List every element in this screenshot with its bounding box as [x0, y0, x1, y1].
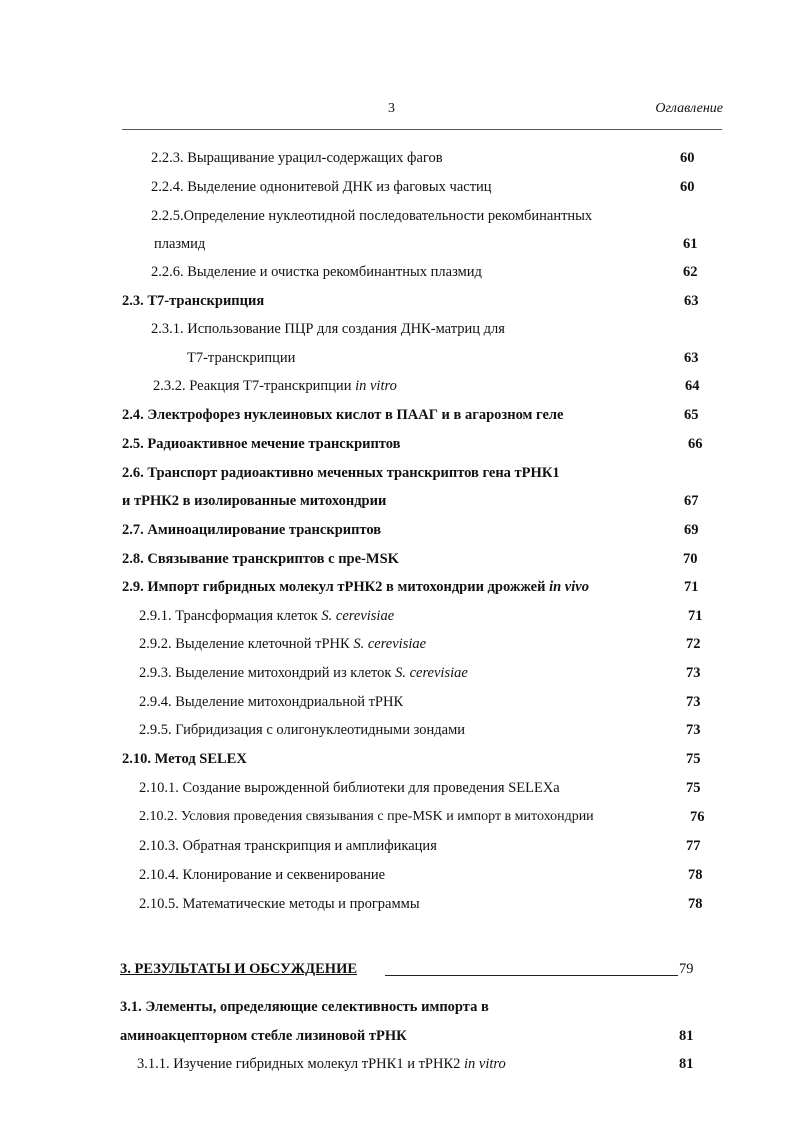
toc-page-number: 67: [684, 493, 699, 509]
toc-section: 2.10. Метод SELEX: [122, 751, 247, 767]
toc-entry-continuation: плазмид: [154, 236, 206, 252]
toc-entry: 2.3.1. Использование ПЦР для создания ДНК-матриц для: [151, 321, 505, 337]
toc-page-number: 62: [683, 264, 698, 280]
toc-page-number: 60: [680, 179, 695, 195]
toc-entry-continuation: Т7-транскрипции: [187, 350, 296, 366]
toc-entry: 2.9.1. Трансформация клеток S. cerevisiae: [139, 608, 395, 624]
toc-chapter: 3. РЕЗУЛЬТАТЫ И ОБСУЖДЕНИЕ: [120, 961, 358, 977]
toc-section: 2.6. Транспорт радиоактивно меченных транскриптов гена тРНК1: [122, 465, 560, 481]
toc-leader-line: [385, 975, 678, 976]
toc-page-number: 73: [686, 694, 701, 710]
toc-section-continuation: аминоакцепторном стебле лизиновой тРНК: [120, 1028, 407, 1044]
toc-page-number: 75: [686, 751, 701, 767]
toc-page-number: 75: [686, 780, 701, 796]
toc-page-number: 77: [686, 838, 701, 854]
toc-entry: 2.2.6. Выделение и очистка рекомбинантных плазмид: [151, 264, 482, 280]
toc-entry: 2.2.3. Выращивание урацил-содержащих фагов: [151, 150, 443, 166]
toc-entry: 2.3.2. Реакция Т7-транскрипции in vitro: [153, 378, 397, 394]
toc-entry: 2.9.5. Гибридизация с олигонуклеотидными зондами: [139, 722, 466, 738]
toc-page-number: 70: [683, 551, 698, 567]
toc-page-number: 81: [679, 1056, 694, 1072]
toc-section: 2.9. Импорт гибридных молекул тРНК2 в митохондрии дрожжей in vivo: [122, 579, 589, 595]
toc-page-number: 66: [688, 436, 703, 452]
toc-entry: 2.10.4. Клонирование и секвенирование: [139, 867, 386, 883]
toc-entry: 2.9.4. Выделение митохондриальной тРНК: [139, 694, 404, 710]
toc-page-number: 79: [679, 961, 694, 977]
toc-page-number: 72: [686, 636, 701, 652]
toc-entry: 2.9.2. Выделение клеточной тРНК S. cerevisiae: [139, 636, 427, 652]
toc-section: 2.8. Связывание транскриптов с пре-MSK: [122, 551, 399, 567]
toc-page-number: 69: [684, 522, 699, 538]
toc-entry: 2.2.4. Выделение однонитевой ДНК из фаговых частиц: [151, 179, 492, 195]
toc-section: 2.3. Т7-транскрипция: [122, 293, 265, 309]
toc-page-number: 63: [684, 293, 699, 309]
toc-entry: 2.10.1. Создание вырожденной библиотеки для проведения SELEXа: [139, 780, 560, 796]
toc-page-number: 65: [684, 407, 699, 423]
toc-entry: 2.10.3. Обратная транскрипция и амплификация: [139, 838, 437, 854]
toc-page-number: 71: [684, 579, 699, 595]
toc-page-number: 61: [683, 236, 698, 252]
toc-page-number: 63: [684, 350, 699, 366]
toc-entry: 2.10.5. Математические методы и программы: [139, 896, 420, 912]
toc-section: 3.1. Элементы, определяющие селективность импорта в: [120, 999, 489, 1015]
toc-entry: 2.10.2. Условия проведения связывания с пре-MSK и импорт в митохондрии: [139, 809, 594, 824]
toc-page-number: 73: [686, 665, 701, 681]
toc-section-continuation: и тРНК2 в изолированные митохондрии: [122, 493, 387, 509]
toc-page-number: 76: [690, 809, 705, 825]
page-number: 3: [388, 101, 395, 116]
toc-entry: 3.1.1. Изучение гибридных молекул тРНК1 и тРНК2 in vitro: [137, 1056, 506, 1072]
toc-page-number: 81: [679, 1028, 694, 1044]
toc-section: 2.5. Радиоактивное мечение транскриптов: [122, 436, 401, 452]
toc-page-number: 64: [685, 378, 700, 394]
toc-page-number: 73: [686, 722, 701, 738]
toc-page-number: 60: [680, 150, 695, 166]
toc-page-number: 78: [688, 867, 703, 883]
toc-entry: 2.9.3. Выделение митохондрий из клеток S. cerevisiae: [139, 665, 468, 681]
toc-section: 2.4. Электрофорез нуклеиновых кислот в ПААГ и в агарозном геле: [122, 407, 564, 423]
running-title: Оглавление: [655, 101, 723, 116]
toc-entry: 2.2.5.Определение нуклеотидной последовательности рекомбинантных: [151, 208, 593, 224]
toc-section: 2.7. Аминоацилирование транскриптов: [122, 522, 382, 538]
toc-page-number: 71: [688, 608, 703, 624]
toc-page-number: 78: [688, 896, 703, 912]
